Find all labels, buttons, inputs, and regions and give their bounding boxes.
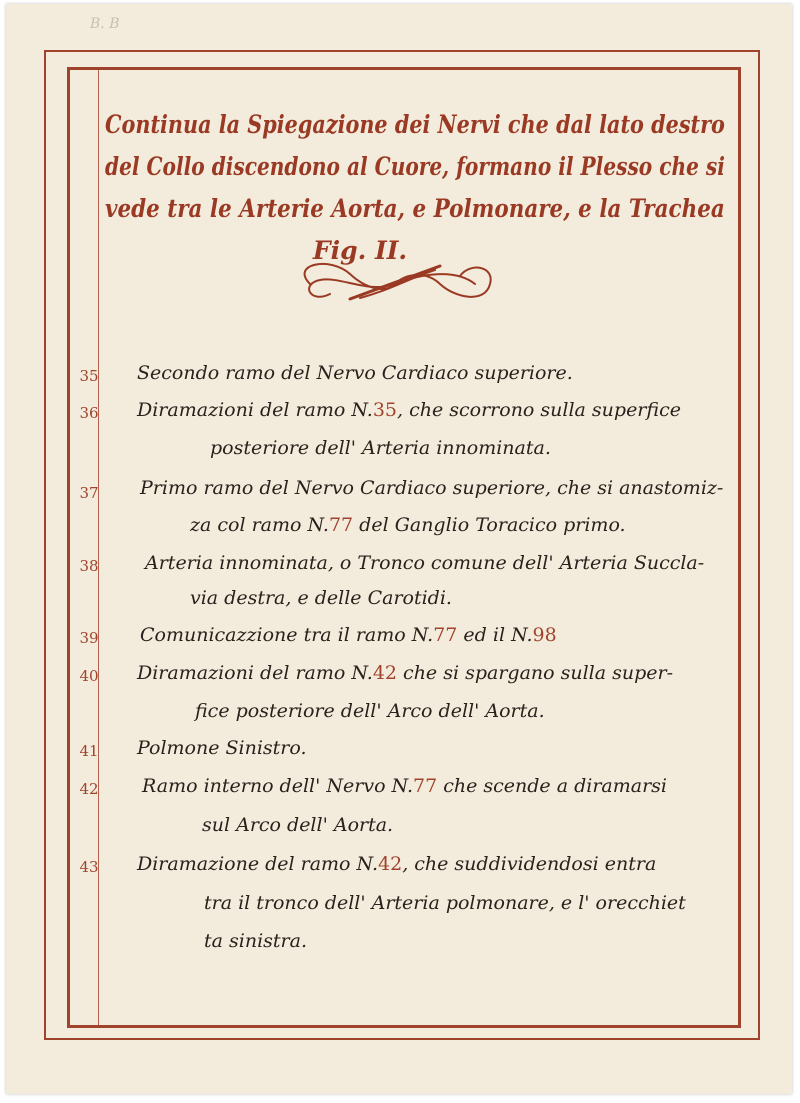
entry-number-36: 36 (79, 404, 99, 422)
title-line-1: Continua la Spiegazione dei Nervi che dal lato destro (105, 110, 725, 139)
entry-39-ref-1: 77 (433, 624, 458, 646)
entry-37-ref: 77 (328, 514, 354, 536)
entry-number-43: 43 (79, 858, 99, 876)
entry-43-line-1: Diramazione del ramo N.42, che suddividendosi entra (137, 853, 657, 875)
entry-number-39: 39 (79, 629, 99, 647)
entry-37-line-1: Primo ramo del Nervo Cardiaco superiore, che si anastomiz- (140, 477, 724, 499)
title-line-2: del Collo discendono al Cuore, formano il Plesso che si (105, 152, 725, 181)
entry-43-ref: 42 (378, 853, 403, 875)
title-line-3: vede tra le Arterie Aorta, e Polmonare, e la Trachea (105, 194, 725, 223)
entry-36-ref: 35 (372, 399, 398, 421)
entry-39-ref-2: 98 (532, 624, 557, 646)
entry-number-35: 35 (79, 367, 99, 385)
entry-42-line-1: Ramo interno dell' Nervo N.77 che scende a diramarsi (142, 775, 667, 797)
entry-41-text: Polmone Sinistro. (137, 737, 307, 759)
number-margin-rule (98, 70, 99, 1025)
archive-pencil-mark: B. B (90, 16, 120, 32)
page-title (105, 104, 725, 272)
entry-43-line-2: tra il tronco dell' Arteria polmonare, e l' orecchiet (204, 892, 686, 914)
entry-38-line-2: via destra, e delle Carotidi. (190, 587, 452, 609)
entry-36-line-1: Diramazioni del ramo N.35, che scorrono sulla superfice (137, 399, 681, 421)
entry-number-37: 37 (79, 484, 99, 502)
entry-42-ref: 77 (413, 775, 438, 797)
entry-35-text: Secondo ramo del Nervo Cardiaco superiore. (137, 362, 573, 384)
entry-number-40: 40 (79, 667, 99, 685)
figure-reference: Fig. II. (312, 236, 408, 265)
entry-40-line-2: fice posteriore dell' Arco dell' Aorta. (195, 700, 545, 722)
entry-39-text: Comunicazzione tra il ramo N.77 ed il N.98 (140, 624, 557, 646)
entry-37-line-2: za col ramo N.77 del Ganglio Toracico primo. (190, 514, 626, 536)
entry-36-line-2: posteriore dell' Arteria innominata. (210, 437, 551, 459)
entry-38-line-1: Arteria innominata, o Tronco comune dell' Arteria Succla- (145, 552, 705, 574)
entry-42-line-2: sul Arco dell' Aorta. (202, 814, 394, 836)
entry-number-42: 42 (79, 780, 99, 798)
entry-number-38: 38 (79, 557, 99, 575)
calligraphic-flourish-icon (290, 254, 500, 314)
entry-43-line-3: ta sinistra. (204, 930, 307, 952)
entry-40-ref: 42 (372, 662, 398, 684)
entry-40-line-1: Diramazioni del ramo N.42 che si spargano sulla super- (137, 662, 674, 684)
entry-number-41: 41 (79, 742, 99, 760)
